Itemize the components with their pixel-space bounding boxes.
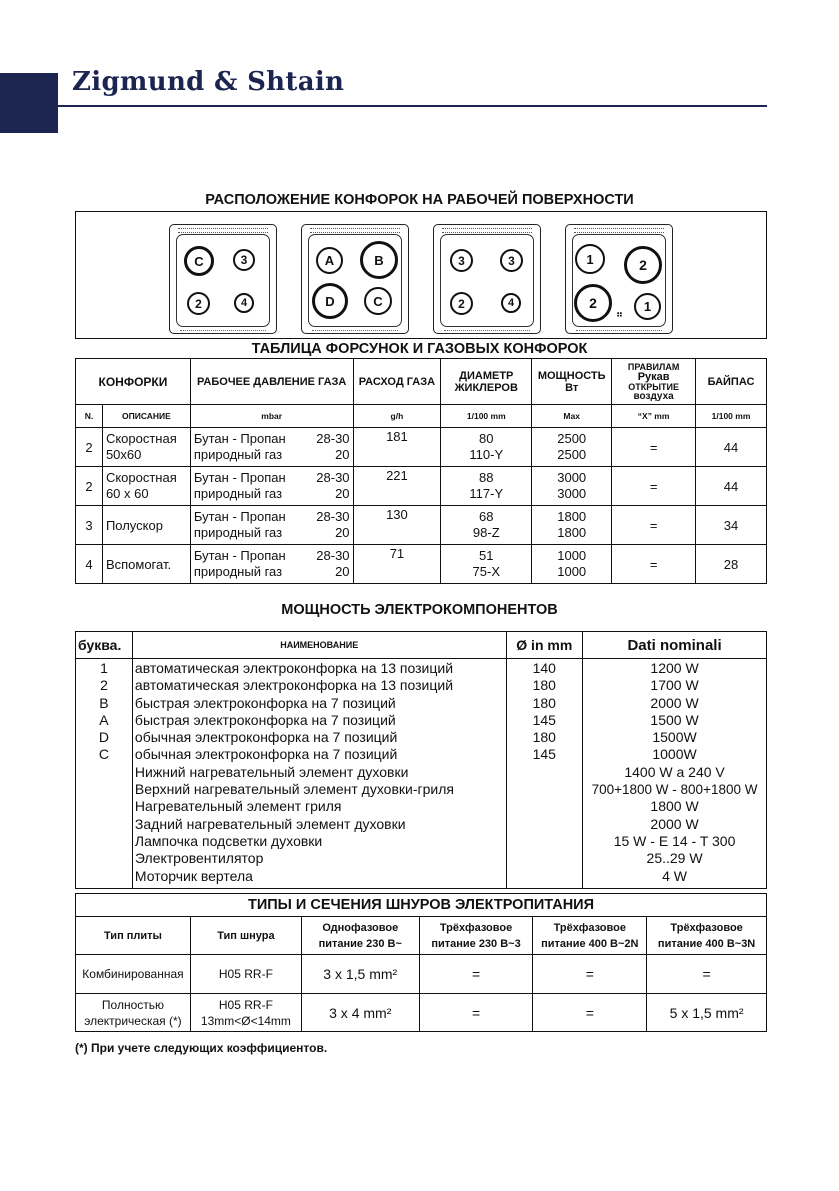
list-item: 25..29 W	[646, 850, 703, 867]
burner-knob: 1	[634, 293, 661, 320]
cell-power: 1800 1800	[532, 506, 612, 545]
burner-knob: C	[364, 287, 392, 315]
cell-desc: Вспомогат.	[102, 545, 190, 584]
cell-power: 2500 2500	[532, 428, 612, 467]
diameters-column	[506, 659, 583, 889]
cell-diameter: 80 110-Y	[441, 428, 532, 467]
burner-knob: 3	[233, 249, 255, 271]
header-cord: Тип шнура	[190, 917, 301, 955]
nominals-column	[583, 659, 767, 889]
cell-power: 3000 3000	[532, 467, 612, 506]
burner-knob: 2	[624, 246, 662, 284]
cell-air: =	[612, 545, 696, 584]
cord-table-title: ТИПЫ И СЕЧЕНИЯ ШНУРОВ ЭЛЕКТРОПИТАНИЯ	[76, 894, 767, 917]
cell-gas: Бутан - Пропан природный газ	[190, 506, 310, 545]
cell-cord: H05 RR-F 13mm<Ø<14mm	[190, 994, 301, 1032]
header-air-line: воздуха	[633, 390, 674, 402]
header-rule	[58, 105, 767, 107]
cell-pressure: 28-30 20	[310, 545, 353, 584]
list-item: 1700 W	[650, 677, 699, 694]
burner-layout-box	[75, 211, 767, 339]
cell-three-phase: =	[419, 994, 533, 1032]
cell-three-phase-2n: =	[533, 994, 647, 1032]
header-letter: буква.	[76, 632, 133, 659]
control-mark: ⠶	[616, 309, 624, 319]
hob-diagram-4	[565, 224, 673, 334]
cell-three-phase-3n: =	[647, 955, 767, 994]
list-item: 1	[100, 660, 108, 676]
list-item: 2000 W	[650, 815, 699, 832]
cell-diameter: 68 98-Z	[441, 506, 532, 545]
cell-one-phase: 3 x 4 mm²	[301, 994, 419, 1032]
burner-knob: 4	[234, 293, 254, 313]
cell-diameter: 88 117-Y	[441, 467, 532, 506]
cell-bypass: 28	[696, 545, 767, 584]
list-item: D	[98, 729, 110, 746]
burner-section-title: РАСПОЛОЖЕНИЕ КОНФОРОК НА РАБОЧЕЙ ПОВЕРХНОСТИ	[205, 192, 634, 208]
cell-gas: Бутан - Пропан природный газ	[190, 545, 310, 584]
unit-desc: ОПИСАНИЕ	[102, 405, 190, 428]
brand-logo: Zigmund & Shtain	[72, 67, 345, 97]
cell-bypass: 34	[696, 506, 767, 545]
footnote: (*) При учете следующих коэффициентов.	[75, 1041, 328, 1055]
cell-flow: 71	[353, 545, 441, 584]
cell-diameter: 51 75-X	[441, 545, 532, 584]
header-three-phase: Трёхфазовое питание 230 В~3	[419, 917, 533, 955]
list-item: обычная электроконфорка на 7 позиций	[134, 746, 398, 763]
list-item: C	[98, 746, 110, 763]
list-item: 145	[532, 711, 556, 728]
burner-knob: C	[184, 246, 214, 276]
burner-knob: 3	[450, 249, 473, 272]
header-air-line: ПРАВИЛАМ	[627, 361, 680, 372]
cell-n: 2	[76, 467, 103, 506]
header-power: МОЩНОСТЬ Вт	[532, 359, 612, 405]
power-table	[75, 631, 767, 889]
list-item: B	[99, 694, 109, 711]
burner-knob: 3	[500, 249, 523, 272]
cell-bypass: 44	[696, 428, 767, 467]
cell-flow: 130	[353, 506, 441, 545]
cell-pressure: 28-30 20	[310, 467, 353, 506]
burner-knob: 2	[187, 292, 210, 315]
cell-air: =	[612, 467, 696, 506]
header-three-phase-2n: Трёхфазовое питание 400 В~2N	[533, 917, 647, 955]
power-table-title: МОЩНОСТЬ ЭЛЕКТРОКОМПОНЕНТОВ	[281, 602, 558, 618]
cell-air: =	[612, 428, 696, 467]
gas-table-title: ТАБЛИЦА ФОРСУНОК И ГАЗОВЫХ КОНФОРОК	[251, 341, 588, 357]
cell-type: Комбинированная	[76, 955, 191, 994]
list-item: 180	[532, 677, 556, 694]
table-row	[76, 955, 767, 994]
cell-desc: Скоростная 50x60	[102, 428, 190, 467]
header-diameter: ДИАМЕТР ЖИКЛЕРОВ	[441, 359, 532, 405]
burner-knob: 1	[575, 244, 605, 274]
list-item: 1500W	[652, 729, 697, 746]
header-three-phase-3n: Трёхфазовое питание 400 В~3N	[647, 917, 767, 955]
cell-type: Полностью электрическая (*)	[76, 994, 191, 1032]
header-type: Тип плиты	[76, 917, 191, 955]
list-item: 1000W	[652, 746, 697, 763]
cord-table	[75, 893, 767, 1032]
list-item: Моторчик вертела	[134, 867, 253, 884]
list-item: быстрая электроконфорка на 7 позиций	[134, 694, 396, 711]
list-item: 700+1800 W - 800+1800 W	[591, 782, 758, 798]
burner-knob: 2	[574, 284, 612, 322]
burner-knob: D	[312, 283, 348, 319]
cell-cord: H05 RR-F	[190, 955, 301, 994]
table-row	[76, 467, 767, 506]
list-item: 1500 W	[650, 711, 699, 728]
list-item: 2000 W	[650, 694, 699, 711]
header-one-phase: Однофазовое питание 230 В~	[301, 917, 419, 955]
letters-column	[76, 659, 133, 889]
header-flow: РАСХОД ГАЗА	[353, 359, 441, 405]
unit-bypass: 1/100 mm	[696, 405, 767, 428]
cell-power: 1000 1000	[532, 545, 612, 584]
list-item: Электровентилятор	[134, 850, 264, 867]
list-item: Верхний нагревательный элемент духовки-гриля	[134, 781, 454, 798]
cell-gas: Бутан - Пропан природный газ	[190, 428, 310, 467]
cell-pressure: 28-30 20	[310, 506, 353, 545]
header-name: НАИМЕНОВАНИЕ	[132, 632, 506, 659]
cell-n: 3	[76, 506, 103, 545]
cell-bypass: 44	[696, 467, 767, 506]
cell-one-phase: 3 x 1,5 mm²	[301, 955, 419, 994]
cell-air: =	[612, 506, 696, 545]
unit-air: “X” mm	[612, 405, 696, 428]
list-item: 180	[532, 694, 556, 711]
header-pressure: РАБОЧЕЕ ДАВЛЕНИЕ ГАЗА	[190, 359, 353, 405]
unit-n: N.	[76, 405, 103, 428]
table-row	[76, 545, 767, 584]
table-row	[76, 506, 767, 545]
cell-pressure: 28-30 20	[310, 428, 353, 467]
list-item: 1200 W	[650, 660, 699, 676]
burner-knob: 4	[501, 293, 521, 313]
list-item: быстрая электроконфорка на 7 позиций	[134, 711, 396, 728]
list-item: 145	[532, 746, 556, 763]
header-air-line: ОТКРЫТИЕ	[628, 381, 679, 392]
cell-three-phase-2n: =	[533, 955, 647, 994]
list-item: обычная электроконфорка на 7 позиций	[134, 729, 398, 746]
cell-desc: Полускор	[102, 506, 190, 545]
gas-table	[75, 358, 767, 584]
corner-block	[0, 73, 58, 133]
cell-gas: Бутан - Пропан природный газ	[190, 467, 310, 506]
list-item: 2	[100, 677, 108, 694]
hob-diagram-1	[169, 224, 277, 334]
unit-power: Max	[532, 405, 612, 428]
list-item: 180	[532, 729, 556, 746]
unit-flow: g/h	[353, 405, 441, 428]
header-air-line: Рукав	[637, 370, 670, 383]
list-item: A	[99, 711, 109, 728]
cell-three-phase: =	[419, 955, 533, 994]
list-item: 1800 W	[650, 798, 699, 815]
cell-flow: 181	[353, 428, 441, 467]
list-item: автоматическая электроконфорка на 13 позиций	[134, 677, 454, 694]
cell-n: 2	[76, 428, 103, 467]
list-item: 4 W	[662, 867, 687, 884]
hob-diagram-2	[301, 224, 409, 334]
list-item: Лампочка подсветки духовки	[134, 832, 323, 849]
cell-desc: Скоростная 60 x 60	[102, 467, 190, 506]
header-diameter: Ø in mm	[506, 632, 583, 659]
list-item: автоматическая электроконфорка на 13 позиций	[134, 660, 454, 676]
list-item: 140	[532, 660, 556, 676]
hob-diagram-3	[433, 224, 541, 334]
list-item: 1400 W a 240 V	[624, 763, 725, 780]
list-item: 15 W - E 14 - T 300	[613, 832, 736, 849]
table-row	[76, 994, 767, 1032]
table-row	[76, 428, 767, 467]
cell-flow: 221	[353, 467, 441, 506]
burner-knob: B	[360, 241, 398, 279]
header-air	[612, 359, 696, 405]
list-item: Нагревательный элемент гриля	[134, 798, 342, 815]
list-item: Задний нагревательный элемент духовки	[134, 815, 406, 832]
burner-knob: 2	[450, 292, 473, 315]
header-bypass: БАЙПАС	[696, 359, 767, 405]
unit-diameter: 1/100 mm	[441, 405, 532, 428]
unit-pressure: mbar	[190, 405, 353, 428]
names-column	[132, 659, 506, 889]
header-nominal: Dati nominali	[583, 632, 767, 659]
list-item: Нижний нагревательный элемент духовки	[134, 763, 409, 780]
burner-knob: A	[316, 247, 343, 274]
header-burners: КОНФОРКИ	[76, 359, 191, 405]
cell-n: 4	[76, 545, 103, 584]
cell-three-phase-3n: 5 x 1,5 mm²	[647, 994, 767, 1032]
